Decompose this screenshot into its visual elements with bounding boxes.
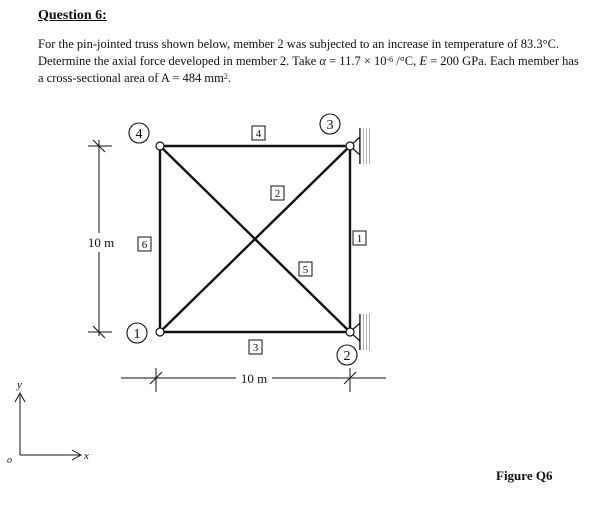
vertical-dimension-label: 10 m <box>87 235 115 250</box>
pin-joint-4 <box>156 142 164 150</box>
pin-joint-1 <box>156 328 164 336</box>
origin-label: o <box>7 455 12 466</box>
pin-joint-2 <box>346 328 354 336</box>
svg-text:4: 4 <box>255 128 262 140</box>
member-label-4 <box>252 126 265 140</box>
svg-text:2: 2 <box>274 188 281 200</box>
svg-text:4: 4 <box>135 127 143 142</box>
member-label-2 <box>271 186 284 200</box>
node-label-4 <box>129 123 149 143</box>
coordinate-axes <box>7 379 89 466</box>
svg-text:6: 6 <box>141 239 148 251</box>
svg-text:3: 3 <box>252 342 259 354</box>
vertical-dimension <box>88 140 114 338</box>
horizontal-dimension <box>121 368 386 392</box>
question-text: For the pin-jointed truss shown below, member 2 was subjected to an increase in temperature of 83.3°C. Determine the axial force developed in member 2. Take $\alpha = 11.7 \times 10^{-6}$ /°C, E = 200 GPa. Each member has a cross-sectional area of A = 484 $mm^2$. <box>38 37 579 85</box>
svg-text:5: 5 <box>302 264 309 276</box>
axis-y-label: y <box>17 379 22 391</box>
svg-text:1: 1 <box>133 327 141 342</box>
axis-x-label: x <box>84 450 89 462</box>
svg-text:1: 1 <box>356 233 363 245</box>
svg-text:3: 3 <box>326 118 334 133</box>
member-label-6 <box>138 237 151 251</box>
question-title: Question 6: <box>38 8 107 23</box>
node-label-1 <box>127 323 147 343</box>
figure-caption: Figure Q6 <box>496 468 553 483</box>
svg-text:2: 2 <box>343 349 351 364</box>
node-label-3 <box>320 114 340 134</box>
pin-joint-3 <box>346 142 354 150</box>
member-label-3 <box>249 340 262 354</box>
member-label-1 <box>353 231 366 245</box>
node-label-2 <box>337 345 357 365</box>
horizontal-dimension-label: 10 m <box>240 371 268 386</box>
member-label-5 <box>299 262 312 276</box>
